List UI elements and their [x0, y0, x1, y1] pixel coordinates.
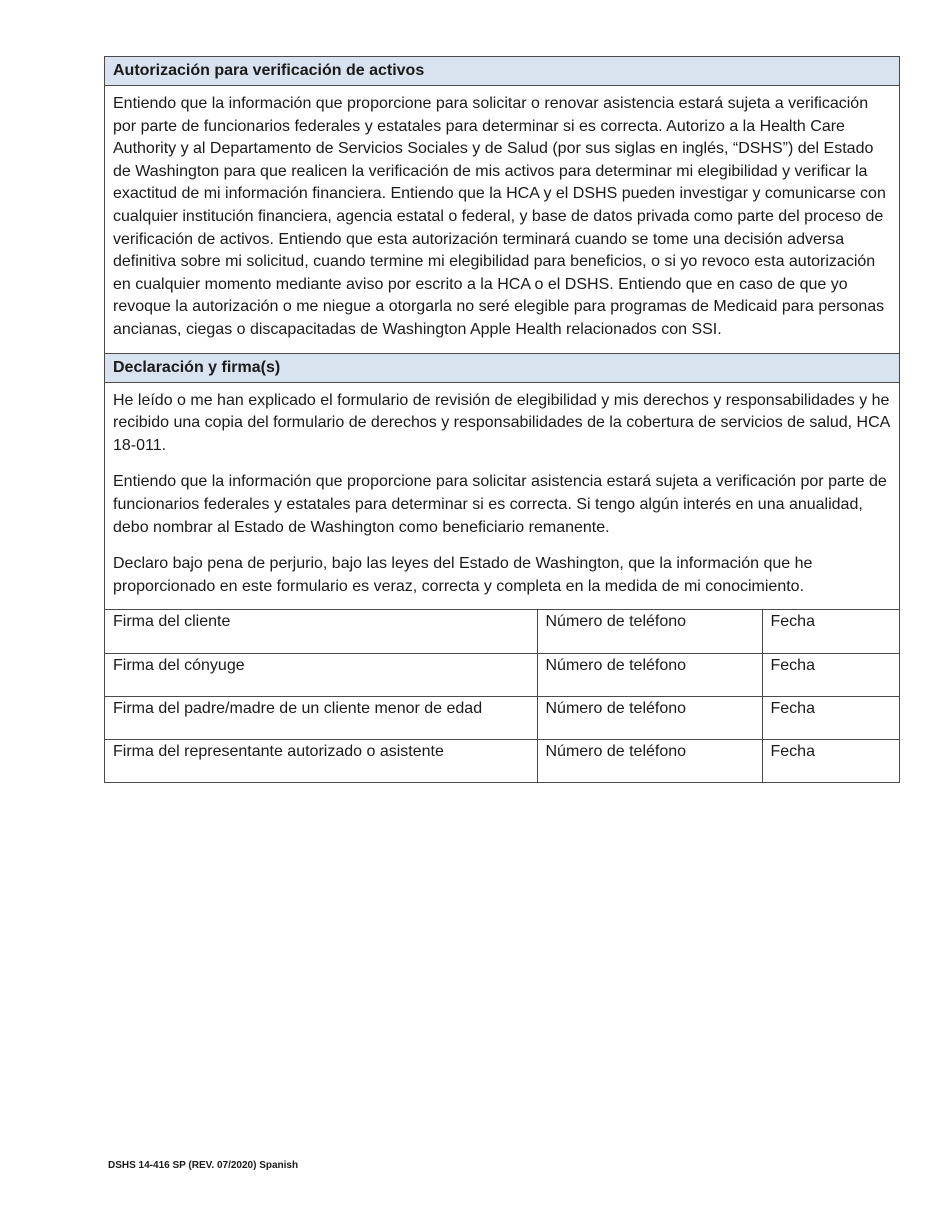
asset-verification-text: Entiendo que la información que proporcione para solicitar o renovar asistencia estará sujeta a verificación por parte de funcionarios federales y estatales para determinar si es correcta. Autorizo a la Health Care Authority y al Departamento de Servicios Sociales y de Salud (por sus siglas en inglés, “DSHS”) del Estado de Washington para que realicen la verificación de mis activos para determinar mi elegibilidad y verificar la exactitud de mi información financiera. Entiendo que la HCA y el DSHS pueden investigar y comunicarse con cualquier institución financiera, agencia estatal o federal, y base de datos privada como parte del proceso de verificación de activos. Entiendo que esta autorización terminará cuando se tome una decisión adversa definitiva sobre mi solicitud, cuando termine mi elegibilidad para beneficios, o si yo revoco esta autorización en cualquier momento mediante aviso por escrito a la HCA o el DSHS. Entiendo que en caso de que yo revoque la autorización o me niegue a otorgarla no seré elegible para programas de Medicaid para personas ancianas, ciegas o discapacitadas de Washington Apple Health relacionados con SSI. [113, 95, 886, 338]
representative-phone-field[interactable]: Número de teléfono [537, 739, 762, 782]
declaration-body [105, 383, 899, 611]
declaration-paragraph: Declaro bajo pena de perjurio, bajo las leyes del Estado de Washington, que la información que he proporcionado en este formulario es veraz, correcta y completa en la medida de mi conocimiento. [113, 555, 813, 595]
signature-row-representative [105, 739, 899, 782]
signature-row-spouse [105, 653, 899, 696]
asset-verification-heading: Autorización para verificación de activos [105, 57, 899, 86]
signature-row-client [105, 610, 899, 653]
declaration-heading: Declaración y firma(s) [105, 354, 899, 383]
declaration-paragraph: Entiendo que la información que proporcione para solicitar asistencia estará sujeta a verificación por parte de funcionarios federales y estatales para determinar si es correcta. Si tengo algún interés en una anualidad, debo nombrar al Estado de Washington como beneficiario remanente. [113, 473, 887, 536]
client-date-field[interactable]: Fecha [762, 610, 899, 653]
declaration-paragraph: He leído o me han explicado el formulario de revisión de elegibilidad y mis derechos y responsabilidades y he recibido una copia del formulario de derechos y responsabilidades de la cobertura de servicios de salud, HCA 18-011. [113, 391, 890, 454]
parent-phone-field[interactable]: Número de teléfono [537, 696, 762, 739]
form-frame [104, 56, 900, 783]
spouse-phone-field[interactable]: Número de teléfono [537, 653, 762, 696]
signature-row-parent [105, 696, 899, 739]
parent-date-field[interactable]: Fecha [762, 696, 899, 739]
parent-signature-field[interactable]: Firma del padre/madre de un cliente menor de edad [105, 696, 537, 739]
client-phone-field[interactable]: Número de teléfono [537, 610, 762, 653]
representative-signature-field[interactable]: Firma del representante autorizado o asistente [105, 739, 537, 782]
client-signature-field[interactable]: Firma del cliente [113, 613, 231, 631]
spouse-date-field[interactable]: Fecha [762, 653, 899, 696]
spouse-signature-field[interactable]: Firma del cónyuge [105, 653, 537, 696]
form-footer-id: DSHS 14-416 SP (REV. 07/2020) Spanish [108, 1160, 299, 1171]
signature-table [105, 610, 899, 782]
asset-verification-body [105, 86, 899, 354]
representative-date-field[interactable]: Fecha [762, 739, 899, 782]
